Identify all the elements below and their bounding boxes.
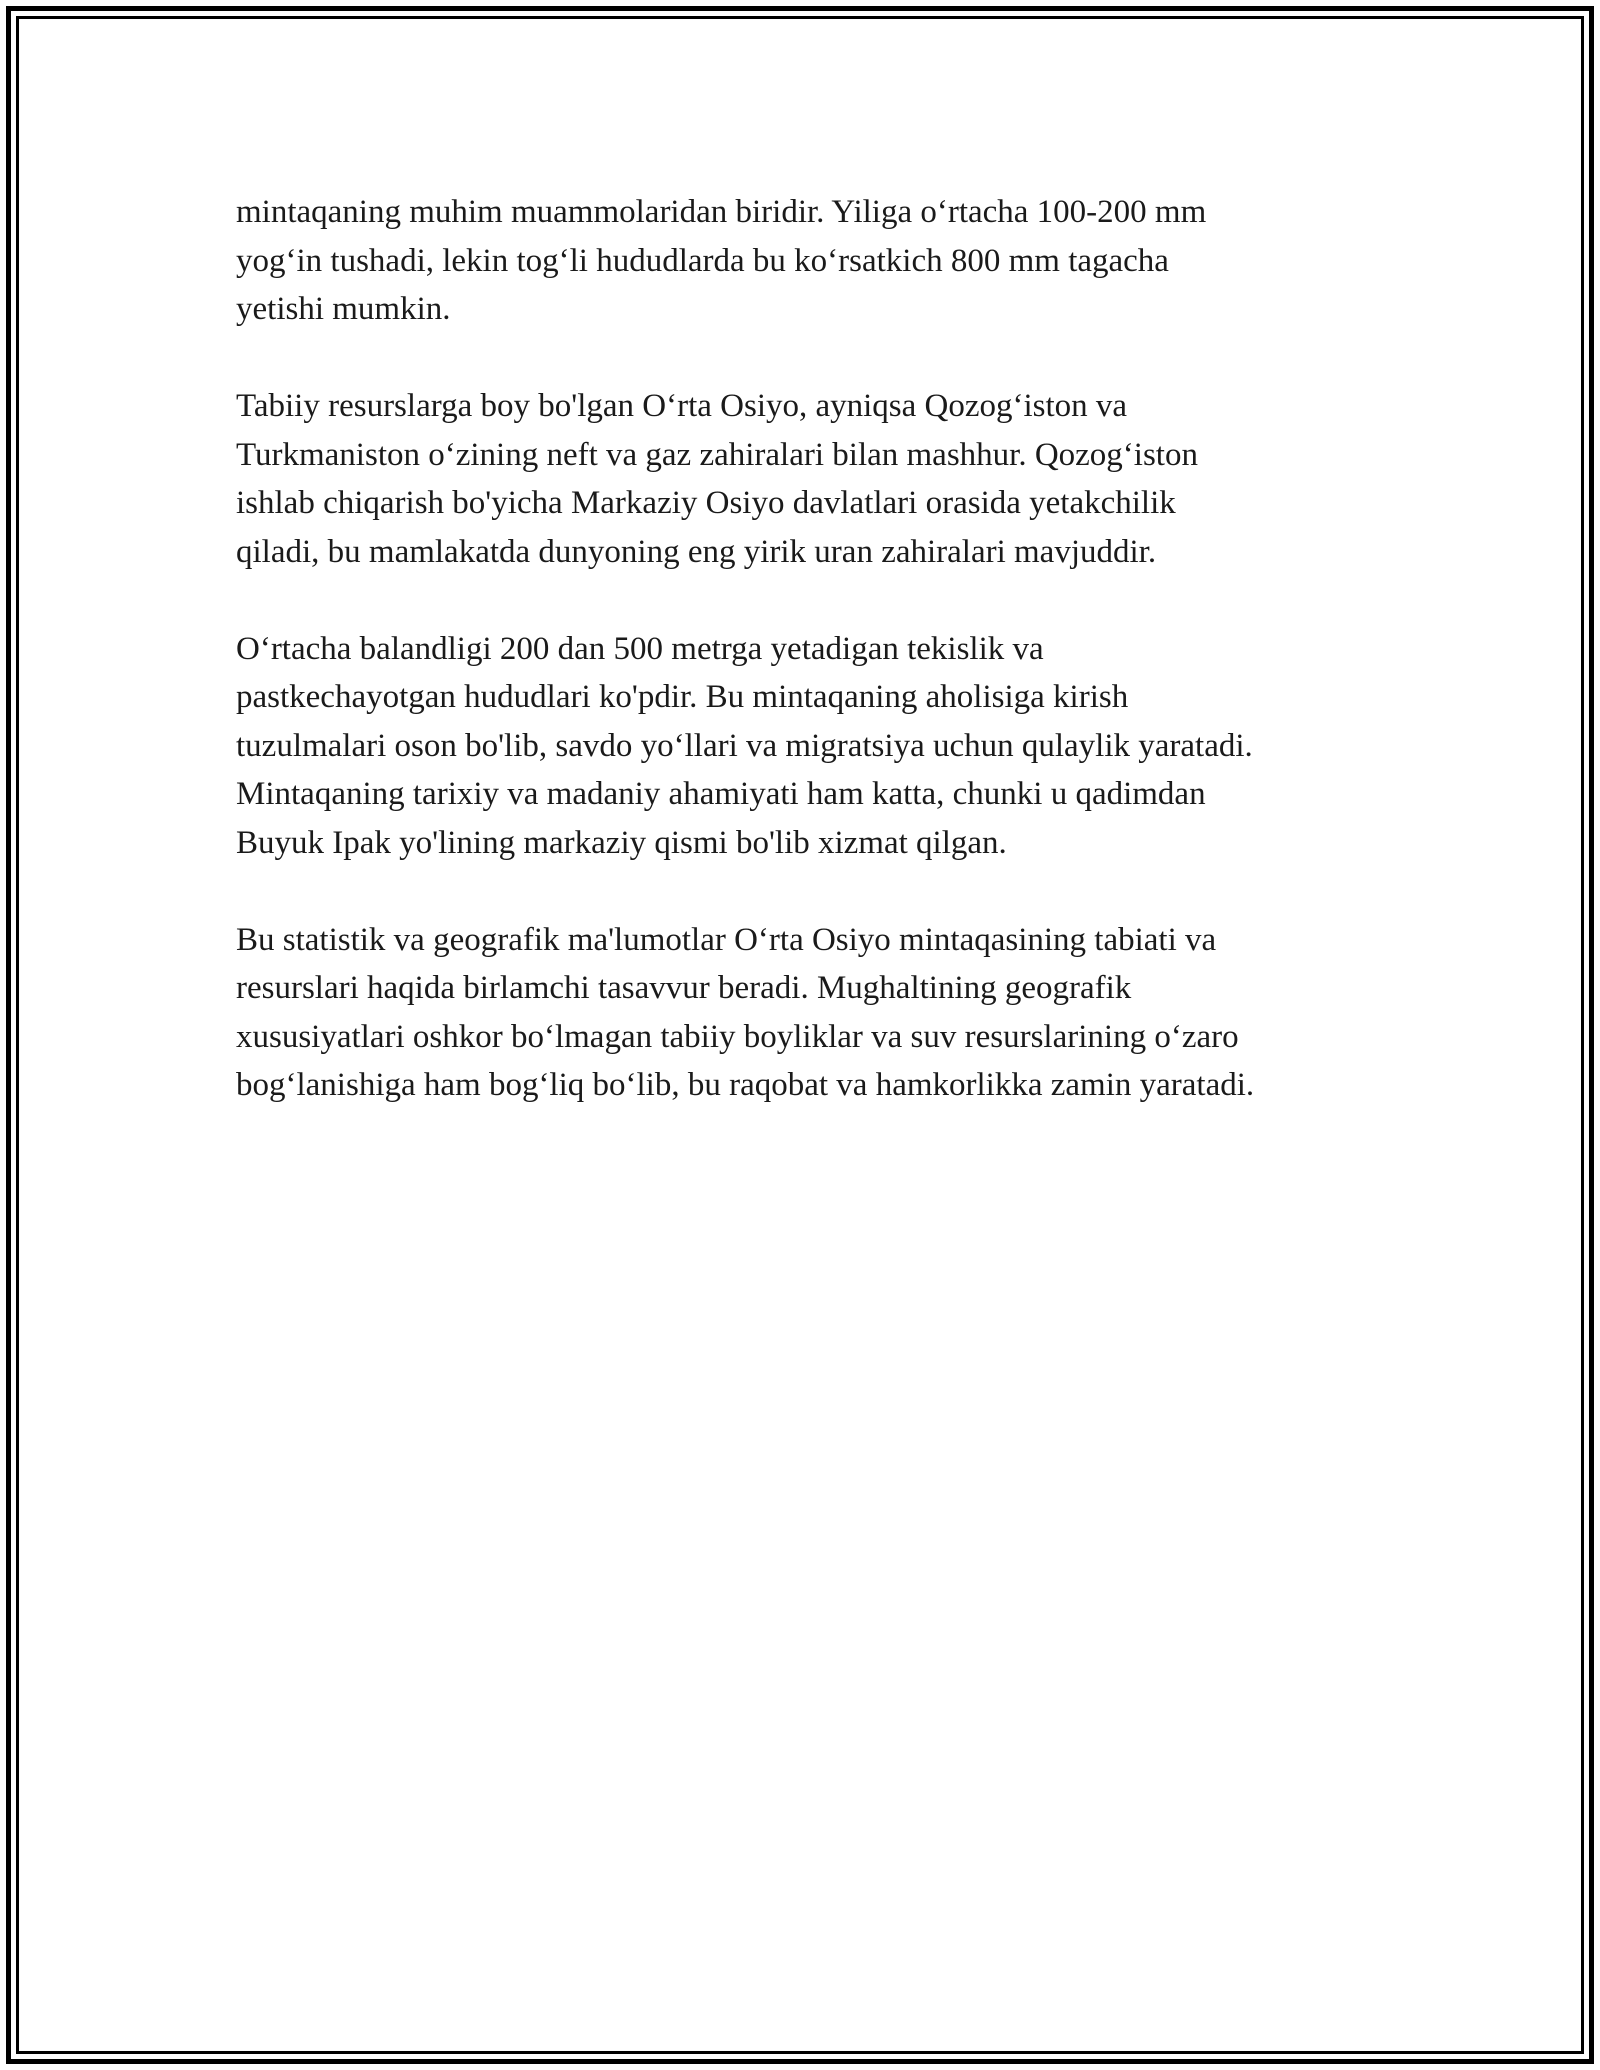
- text-line: bog‘lanishiga ham bog‘liq bo‘lib, bu raqobat va hamkorlikka zamin yaratadi.: [236, 1067, 1255, 1103]
- text-line: resurslari haqida birlamchi tasavvur beradi. Mughaltining geografik: [236, 970, 1132, 1006]
- paragraph: [236, 625, 1386, 868]
- text-line: xususiyatlari oshkor bo‘lmagan tabiiy boyliklar va suv resurslarining o‘zaro: [236, 1018, 1239, 1055]
- paragraph: [236, 188, 1386, 334]
- text-line: mintaqaning muhim muammolaridan biridir. Yiliga o‘rtacha 100-200 mm: [236, 194, 1207, 230]
- text-line: Turkmaniston o‘zining neft va gaz zahiralari bilan mashhur. Qozog‘iston: [236, 436, 1198, 473]
- text-line: yog‘in tushadi, lekin tog‘li hududlarda bu ko‘rsatkich 800 mm tagacha: [236, 242, 1169, 279]
- document-body: [236, 188, 1386, 1158]
- text-line: tuzulmalari oson bo'lib, savdo yo‘llari va migratsiya uchun qulaylik yaratadi.: [236, 727, 1253, 764]
- text-line: yetishi mumkin.: [236, 291, 451, 327]
- text-line: Bu statistik va geografik ma'lumotlar O‘rta Osiyo mintaqasining tabiati va: [236, 921, 1217, 958]
- paragraph: [236, 916, 1386, 1110]
- text-line: Tabiiy resurslarga boy bo'lgan O‘rta Osiyo, ayniqsa Qozog‘iston va: [236, 388, 1128, 424]
- paragraph: [236, 382, 1386, 576]
- text-line: Buyuk Ipak yo'lining markaziy qismi bo'lib xizmat qilgan.: [236, 824, 1007, 861]
- text-line: qiladi, bu mamlakatda dunyoning eng yirik uran zahiralari mavjuddir.: [236, 533, 1157, 570]
- text-line: pastkechayotgan hududlari ko'pdir. Bu mintaqaning aholisiga kirish: [236, 679, 1129, 715]
- text-line: O‘rtacha balandligi 200 dan 500 metrga yetadigan tekislik va: [236, 630, 1044, 667]
- text-line: ishlab chiqarish bo'yicha Markaziy Osiyo davlatlari orasida yetakchilik: [236, 485, 1176, 521]
- text-line: Mintaqaning tarixiy va madaniy ahamiyati ham katta, chunki u qadimdan: [236, 776, 1206, 812]
